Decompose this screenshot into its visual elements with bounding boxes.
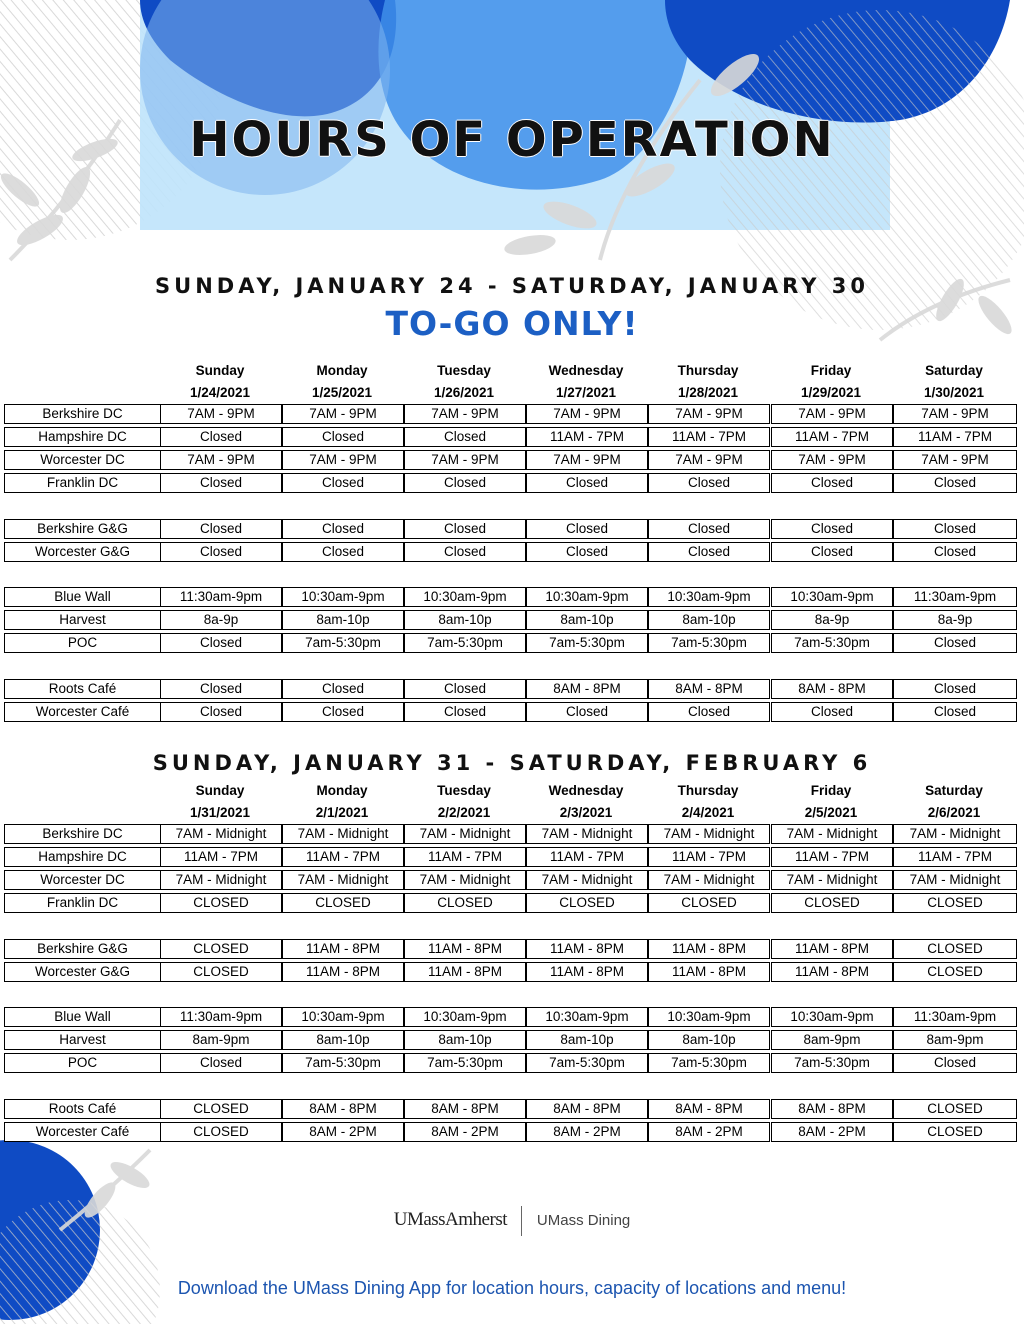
hours-cell: CLOSED (893, 939, 1017, 959)
hours-cell: Closed (404, 702, 526, 722)
table-row (0, 847, 1013, 869)
hours-cell: 11AM - 7PM (160, 847, 282, 867)
location-name: POC (4, 1053, 161, 1073)
hours-cell: 8AM - 2PM (282, 1122, 404, 1142)
hours-cell: 11:30am-9pm (160, 587, 282, 607)
hours-cell: 11AM - 7PM (648, 427, 770, 447)
hours-cell: 8am-10p (648, 1030, 770, 1050)
table-row (0, 427, 1013, 449)
day-name: Wednesday (548, 783, 624, 798)
hours-cell: 11AM - 8PM (404, 939, 526, 959)
hours-cell: 8am-10p (648, 610, 770, 630)
hours-cell: 7am-5:30pm (282, 633, 404, 653)
location-name: Harvest (4, 610, 161, 630)
hours-cell: 11AM - 7PM (648, 847, 770, 867)
day-name: Sunday (195, 783, 245, 798)
hours-cell: Closed (648, 542, 770, 562)
hours-cell: 8AM - 8PM (648, 1099, 770, 1119)
hours-cell: 7AM - 9PM (404, 404, 526, 424)
day-name: Thursday (677, 783, 739, 798)
hours-cell: 7AM - 9PM (282, 404, 404, 424)
location-name: Blue Wall (4, 587, 161, 607)
hours-cell: 11AM - 7PM (771, 847, 893, 867)
hours-cell: CLOSED (893, 1099, 1017, 1119)
day-date: 1/28/2021 (677, 385, 739, 400)
day-header (282, 360, 402, 404)
hours-cell: 7am-5:30pm (282, 1053, 404, 1073)
day-header (404, 780, 524, 824)
hours-cell: 8am-9pm (771, 1030, 893, 1050)
day-date: 1/30/2021 (923, 385, 985, 400)
hours-cell: 7AM - 9PM (404, 450, 526, 470)
hours-cell: 7AM - 9PM (282, 450, 404, 470)
hours-cell: Closed (282, 542, 404, 562)
hours-cell: Closed (893, 633, 1017, 653)
hours-cell: 10:30am-9pm (648, 587, 770, 607)
day-header (160, 780, 280, 824)
hours-cell: Closed (893, 473, 1017, 493)
hours-cell: 8AM - 8PM (771, 1099, 893, 1119)
hours-cell: Closed (160, 1053, 282, 1073)
location-name: Worcester Café (4, 702, 161, 722)
hours-cell: 7AM - 9PM (160, 450, 282, 470)
hours-cell: 7AM - Midnight (771, 870, 893, 890)
hours-cell: 7AM - Midnight (282, 870, 404, 890)
location-name: Roots Café (4, 679, 161, 699)
hours-cell: 10:30am-9pm (526, 1007, 648, 1027)
hours-cell: Closed (282, 519, 404, 539)
hours-cell: Closed (282, 473, 404, 493)
hours-cell: Closed (160, 633, 282, 653)
day-name: Saturday (925, 783, 983, 798)
hours-cell: CLOSED (893, 1122, 1017, 1142)
hours-cell: 7AM - Midnight (893, 870, 1017, 890)
day-name: Tuesday (437, 363, 491, 378)
day-header (771, 780, 891, 824)
day-date: 1/29/2021 (800, 385, 862, 400)
hours-cell: Closed (160, 702, 282, 722)
hours-cell: Closed (160, 473, 282, 493)
hours-cell: 7am-5:30pm (404, 1053, 526, 1073)
hours-cell: CLOSED (893, 893, 1017, 913)
hours-cell: CLOSED (771, 893, 893, 913)
hours-cell: 11:30am-9pm (893, 1007, 1017, 1027)
hours-cell: 7am-5:30pm (526, 1053, 648, 1073)
hours-cell: CLOSED (648, 893, 770, 913)
hours-cell: 8am-10p (282, 1030, 404, 1050)
location-name: Worcester DC (4, 450, 161, 470)
hours-cell: 11AM - 8PM (404, 962, 526, 982)
day-date: 2/5/2021 (804, 805, 858, 820)
app-download-note: Download the UMass Dining App for location hours, capacity of locations and menu! (177, 1278, 847, 1298)
hours-cell: 11AM - 7PM (526, 847, 648, 867)
hours-cell: 7AM - Midnight (893, 824, 1017, 844)
hours-cell: CLOSED (160, 1122, 282, 1142)
location-name: Berkshire DC (4, 404, 161, 424)
week1-heading: SUNDAY, JANUARY 24 - SATURDAY, JANUARY 30 (155, 274, 869, 298)
hours-cell: CLOSED (160, 893, 282, 913)
hours-cell: 11AM - 8PM (771, 962, 893, 982)
hours-cell: 7am-5:30pm (526, 633, 648, 653)
hours-cell: 7AM - 9PM (526, 404, 648, 424)
hours-cell: 11AM - 8PM (771, 939, 893, 959)
day-name: Saturday (925, 363, 983, 378)
day-header (282, 780, 402, 824)
hours-cell: 7AM - Midnight (648, 824, 770, 844)
hours-cell: 11AM - 7PM (404, 847, 526, 867)
hours-cell: Closed (648, 702, 770, 722)
hours-cell: 7AM - 9PM (526, 450, 648, 470)
hours-cell: Closed (160, 679, 282, 699)
logo-divider (521, 1206, 522, 1236)
day-date: 2/6/2021 (927, 805, 981, 820)
hours-cell: Closed (648, 473, 770, 493)
hours-cell: Closed (648, 519, 770, 539)
hours-cell: 11AM - 8PM (648, 939, 770, 959)
day-date: 1/27/2021 (555, 385, 617, 400)
hours-cell: 11:30am-9pm (160, 1007, 282, 1027)
hours-cell: 8am-10p (404, 1030, 526, 1050)
day-date: 1/25/2021 (311, 385, 373, 400)
day-header (893, 360, 1015, 404)
table-row (0, 962, 1013, 984)
hours-cell: 8am-10p (404, 610, 526, 630)
hours-cell: Closed (404, 427, 526, 447)
hours-cell: 11AM - 8PM (648, 962, 770, 982)
hours-cell: 7AM - 9PM (893, 450, 1017, 470)
hours-cell: 10:30am-9pm (771, 1007, 893, 1027)
page-title: HOURS OF OPERATION (189, 112, 835, 168)
hours-cell: CLOSED (404, 893, 526, 913)
hours-cell: Closed (526, 519, 648, 539)
hours-cell: 8AM - 8PM (526, 1099, 648, 1119)
location-name: Franklin DC (4, 473, 161, 493)
day-date: 1/31/2021 (189, 805, 251, 820)
hours-cell: 11AM - 8PM (282, 939, 404, 959)
hours-cell: Closed (771, 542, 893, 562)
hours-cell: 11AM - 7PM (771, 427, 893, 447)
hours-cell: 11:30am-9pm (893, 587, 1017, 607)
hours-cell: 7AM - 9PM (648, 404, 770, 424)
location-name: Worcester Café (4, 1122, 161, 1142)
hours-cell: 10:30am-9pm (404, 587, 526, 607)
hours-cell: 8AM - 2PM (771, 1122, 893, 1142)
hours-cell: Closed (771, 519, 893, 539)
hours-cell: 10:30am-9pm (282, 1007, 404, 1027)
location-name: Hampshire DC (4, 427, 161, 447)
hours-cell: Closed (771, 473, 893, 493)
hours-cell: 8AM - 8PM (526, 679, 648, 699)
hours-cell: Closed (526, 702, 648, 722)
location-name: Berkshire G&G (4, 519, 161, 539)
hours-cell: Closed (282, 702, 404, 722)
umass-logo (0, 1206, 1024, 1236)
table-row (0, 633, 1013, 655)
location-name: Blue Wall (4, 1007, 161, 1027)
day-header (404, 360, 524, 404)
hours-cell: 8AM - 2PM (404, 1122, 526, 1142)
hours-cell: 11AM - 8PM (282, 962, 404, 982)
hours-cell: 8AM - 8PM (648, 679, 770, 699)
hours-cell: 7AM - Midnight (160, 870, 282, 890)
hours-cell: 7AM - Midnight (526, 870, 648, 890)
table-row (0, 1099, 1013, 1121)
location-name: Worcester G&G (4, 962, 161, 982)
day-date: 2/4/2021 (681, 805, 735, 820)
hours-cell: Closed (404, 542, 526, 562)
day-date: 2/2/2021 (437, 805, 491, 820)
day-header (526, 780, 646, 824)
hours-cell: CLOSED (160, 962, 282, 982)
hours-cell: 10:30am-9pm (404, 1007, 526, 1027)
hours-cell: CLOSED (893, 962, 1017, 982)
hours-cell: 10:30am-9pm (771, 587, 893, 607)
hours-cell: 8AM - 2PM (526, 1122, 648, 1142)
hours-cell: 7AM - 9PM (648, 450, 770, 470)
day-name: Sunday (195, 363, 245, 378)
table-row (0, 587, 1013, 609)
day-name: Friday (810, 363, 852, 378)
day-name: Monday (316, 783, 368, 798)
table-row (0, 1007, 1013, 1029)
hours-cell: 7am-5:30pm (404, 633, 526, 653)
location-name: POC (4, 633, 161, 653)
table-row (0, 610, 1013, 632)
table-row (0, 939, 1013, 961)
table-row (0, 450, 1013, 472)
hours-cell: 7am-5:30pm (771, 1053, 893, 1073)
hours-cell: Closed (282, 427, 404, 447)
table-row (0, 824, 1013, 846)
hours-cell: 7am-5:30pm (771, 633, 893, 653)
hours-cell: Closed (160, 427, 282, 447)
hours-cell: Closed (160, 519, 282, 539)
location-name: Roots Café (4, 1099, 161, 1119)
location-name: Hampshire DC (4, 847, 161, 867)
hours-cell: 8a-9p (771, 610, 893, 630)
hours-cell: 8a-9p (160, 610, 282, 630)
hours-cell: Closed (526, 473, 648, 493)
location-name: Berkshire DC (4, 824, 161, 844)
table-row (0, 473, 1013, 495)
location-name: Franklin DC (4, 893, 161, 913)
hours-cell: Closed (404, 519, 526, 539)
hours-cell: 11AM - 7PM (282, 847, 404, 867)
hours-cell: 8am-9pm (893, 1030, 1017, 1050)
hours-cell: 11AM - 7PM (893, 427, 1017, 447)
hours-cell: Closed (893, 702, 1017, 722)
table-row (0, 870, 1013, 892)
day-date: 2/1/2021 (315, 805, 369, 820)
hours-cell: 11AM - 7PM (526, 427, 648, 447)
table-row (0, 542, 1013, 564)
day-name: Friday (810, 783, 852, 798)
day-header (893, 780, 1015, 824)
hours-cell: 11AM - 8PM (526, 939, 648, 959)
location-name: Worcester G&G (4, 542, 161, 562)
hours-cell: Closed (893, 542, 1017, 562)
hours-cell: Closed (771, 702, 893, 722)
hours-cell: Closed (404, 679, 526, 699)
table-row (0, 1122, 1013, 1144)
hours-cell: 8AM - 2PM (648, 1122, 770, 1142)
hours-cell: Closed (160, 542, 282, 562)
hours-cell: 11AM - 7PM (893, 847, 1017, 867)
hours-cell: Closed (282, 679, 404, 699)
table-row (0, 519, 1013, 541)
day-header (160, 360, 280, 404)
hours-cell: Closed (404, 473, 526, 493)
hours-cell: Closed (893, 679, 1017, 699)
table-row (0, 702, 1013, 724)
location-name: Worcester DC (4, 870, 161, 890)
table-row (0, 1030, 1013, 1052)
day-header (648, 780, 768, 824)
hours-cell: CLOSED (526, 893, 648, 913)
hours-cell: 7AM - Midnight (404, 824, 526, 844)
table-row (0, 1053, 1013, 1075)
logo-university: UMassAmherst (393, 1209, 507, 1231)
hours-cell: 8am-10p (282, 610, 404, 630)
hours-cell: 8AM - 8PM (771, 679, 893, 699)
day-header (648, 360, 768, 404)
hours-cell: 10:30am-9pm (526, 587, 648, 607)
hours-cell: 7AM - 9PM (771, 450, 893, 470)
table-row (0, 679, 1013, 701)
table-row (0, 404, 1013, 426)
hours-cell: 7AM - Midnight (160, 824, 282, 844)
hours-cell: 10:30am-9pm (282, 587, 404, 607)
hours-cell: 7AM - Midnight (282, 824, 404, 844)
hours-cell: 8AM - 8PM (282, 1099, 404, 1119)
hours-cell: 7am-5:30pm (648, 633, 770, 653)
day-name: Monday (316, 363, 368, 378)
hours-cell: 7AM - 9PM (893, 404, 1017, 424)
hours-cell: 7am-5:30pm (648, 1053, 770, 1073)
hours-cell: 7AM - 9PM (771, 404, 893, 424)
hours-cell: Closed (526, 542, 648, 562)
day-name: Tuesday (437, 783, 491, 798)
hours-cell: 8a-9p (893, 610, 1017, 630)
hours-cell: CLOSED (160, 1099, 282, 1119)
hours-cell: 10:30am-9pm (648, 1007, 770, 1027)
day-date: 2/3/2021 (559, 805, 613, 820)
hours-cell: Closed (893, 519, 1017, 539)
hours-cell: 8am-9pm (160, 1030, 282, 1050)
location-name: Berkshire G&G (4, 939, 161, 959)
table-row (0, 893, 1013, 915)
hours-cell: Closed (893, 1053, 1017, 1073)
hours-cell: 7AM - 9PM (160, 404, 282, 424)
day-header (771, 360, 891, 404)
hours-cell: 8am-10p (526, 1030, 648, 1050)
hours-cell: 8am-10p (526, 610, 648, 630)
hours-cell: CLOSED (160, 939, 282, 959)
hours-cell: CLOSED (282, 893, 404, 913)
hours-cell: 11AM - 8PM (526, 962, 648, 982)
hours-cell: 7AM - Midnight (771, 824, 893, 844)
week2-heading: SUNDAY, JANUARY 31 - SATURDAY, FEBRUARY 6 (152, 751, 872, 775)
hours-cell: 8AM - 8PM (404, 1099, 526, 1119)
day-header (526, 360, 646, 404)
day-name: Thursday (677, 363, 739, 378)
hours-cell: 7AM - Midnight (648, 870, 770, 890)
logo-unit: UMass Dining (536, 1212, 631, 1230)
location-name: Harvest (4, 1030, 161, 1050)
day-name: Wednesday (548, 363, 624, 378)
day-date: 1/24/2021 (189, 385, 251, 400)
day-date: 1/26/2021 (433, 385, 495, 400)
hours-cell: 7AM - Midnight (526, 824, 648, 844)
togo-notice: TO-GO ONLY! (385, 304, 639, 343)
hours-cell: 7AM - Midnight (404, 870, 526, 890)
